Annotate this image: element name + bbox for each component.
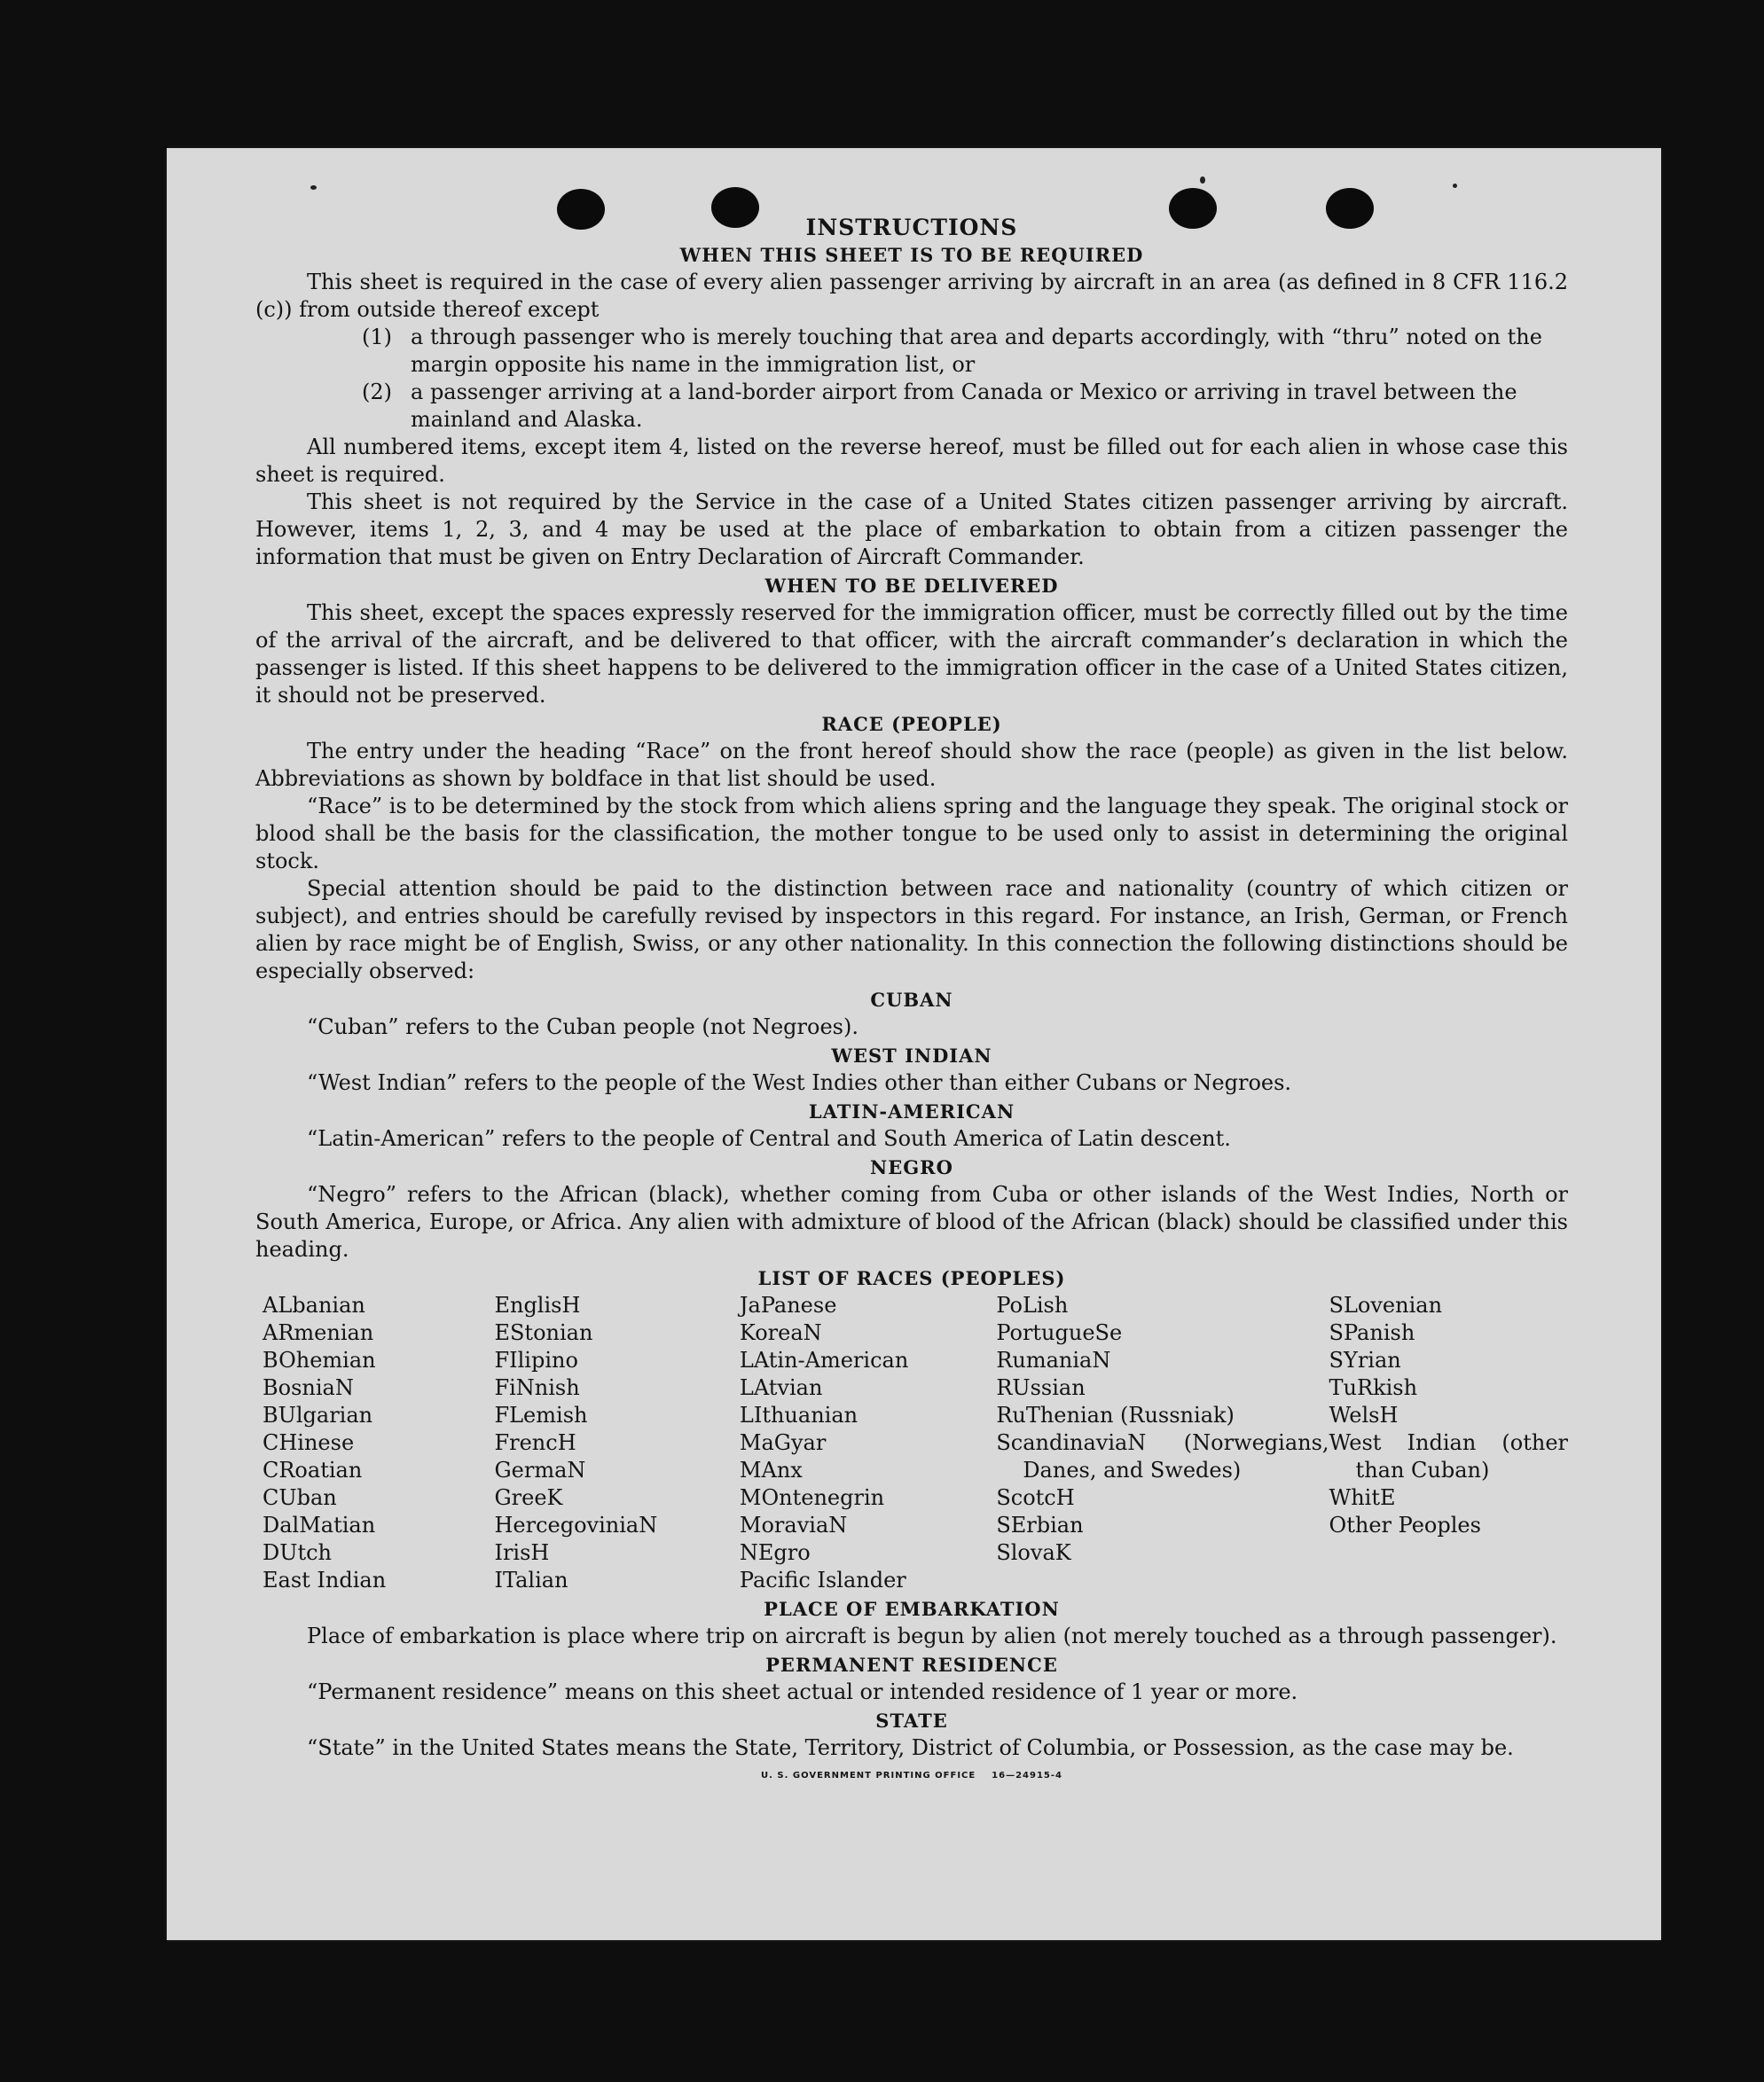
ink-speck (310, 185, 317, 190)
race-entry: ScotcH (996, 1485, 1075, 1510)
race-entry: ScandinaviaN (Norwegians, Danes, and Swedes) (996, 1430, 1329, 1483)
instructions-content (255, 215, 1568, 1781)
race-paragraph-1: The entry under the heading “Race” on the front hereof should show the race (people) as given in the list below. Abbreviations as shown by boldface in that list should be used. (255, 739, 1568, 791)
race-entry: PoLish (996, 1293, 1069, 1318)
west-indian-text: “West Indian” refers to the people of the West Indies other than either Cubans or Negroes. (307, 1070, 1292, 1095)
race-entry: LAtvian (739, 1375, 823, 1400)
race-entry: West Indian (other than Cuban) (1329, 1430, 1568, 1483)
section-heading-cuban: CUBAN (870, 989, 953, 1011)
page-title: INSTRUCTIONS (805, 215, 1018, 240)
race-entry: CUban (263, 1485, 337, 1510)
delivered-text: This sheet, except the spaces expressly reserved for the immigration officer, must be correctly filled out by the time of the arrival of the aircraft, and be delivered to that officer, with the aircraft commander’s declaration in which the passenger is listed. If this sheet happens to be delivered to the immigration officer in the case of a United States citizen, it should not be preserved. (255, 600, 1568, 708)
race-entry: SPanish (1329, 1320, 1415, 1345)
race-entry: FiNnish (494, 1375, 580, 1400)
required-paragraph-2: All numbered items, except item 4, listed on the reverse hereof, must be filled out for each alien in whose case this sheet is required. (255, 434, 1568, 487)
races-column (996, 1292, 1329, 1594)
race-entry: WhitE (1329, 1485, 1396, 1510)
race-entry: DUtch (263, 1540, 333, 1565)
section-heading-state: STATE (875, 1710, 948, 1732)
race-entry: MaGyar (739, 1430, 827, 1455)
item-number: (2) (362, 380, 392, 404)
section-heading-embarkation: PLACE OF EMBARKATION (764, 1598, 1060, 1620)
race-entry: NEgro (739, 1540, 811, 1565)
list-item (362, 379, 1568, 434)
race-entry: WelsH (1329, 1403, 1399, 1428)
race-entry: RUssian (996, 1375, 1086, 1400)
embarkation-text: Place of embarkation is place where trip on aircraft is begun by alien (not merely touched as a through passenger). (307, 1624, 1557, 1648)
race-entry: SErbian (996, 1513, 1084, 1538)
race-entry: MoraviaN (739, 1513, 848, 1538)
races-list (263, 1292, 1568, 1594)
race-entry: IrisH (494, 1540, 550, 1565)
race-entry: CRoatian (263, 1458, 363, 1483)
race-entry: GreeK (494, 1485, 563, 1510)
race-entry: SlovaK (996, 1540, 1071, 1565)
races-column (494, 1292, 739, 1594)
cuban-text: “Cuban” refers to the Cuban people (not Negroes). (307, 1014, 858, 1039)
races-column (1329, 1292, 1568, 1594)
race-entry: RumaniaN (996, 1348, 1111, 1373)
printer-imprint: U. S. GOVERNMENT PRINTING OFFICE 16—24915-4 (761, 1771, 1062, 1781)
race-entry: RuThenian (Russniak) (996, 1403, 1235, 1428)
race-paragraph-2: “Race” is to be determined by the stock from which aliens spring and the language they speak. The original stock or blood shall be the basis for the classification, the mother tongue to be used only to assist in determining the original stock. (255, 794, 1568, 873)
section-heading-race: RACE (PEOPLE) (821, 713, 1002, 735)
negro-text: “Negro” refers to the African (black), whether coming from Cuba or other islands of the West Indies, North or South America, Europe, or Africa. Any alien with admixture of blood of the African (black) should be classified under this heading. (255, 1182, 1568, 1262)
race-entry: PortugueSe (996, 1320, 1123, 1345)
section-heading-delivered: WHEN TO BE DELIVERED (764, 575, 1059, 597)
required-paragraph-3: This sheet is not required by the Service in the case of a United States citizen passenger arriving by aircraft. However, items 1, 2, 3, and 4 may be used at the place of embarkation to obtain from a citizen passenger the information that must be given on Entry Declaration of Aircraft Commander. (255, 489, 1568, 569)
list-item (362, 324, 1568, 379)
race-entry: FLemish (494, 1403, 588, 1428)
race-entry: LIthuanian (739, 1403, 858, 1428)
section-heading-west-indian: WEST INDIAN (831, 1045, 992, 1067)
race-entry: EnglisH (494, 1293, 581, 1318)
race-entry: MOntenegrin (739, 1485, 885, 1510)
race-entry: DalMatian (263, 1513, 376, 1538)
race-paragraph-3: Special attention should be paid to the distinction between race and nationality (country of which citizen or subject), and entries should be carefully revised by inspectors in this regard. For instance, an Irish, German, or French alien by race might be of English, Swiss, or any other nationality. In this connection the following distinctions should be especially observed: (255, 876, 1568, 983)
race-entry: KoreaN (739, 1320, 822, 1345)
races-column (263, 1292, 494, 1594)
latin-american-text: “Latin-American” refers to the people of Central and South America of Latin descent. (307, 1126, 1231, 1151)
race-entry: LAtin-American (739, 1348, 909, 1373)
race-entry: Other Peoples (1329, 1513, 1481, 1538)
race-entry: FIlipino (494, 1348, 578, 1373)
ink-speck (1453, 184, 1457, 188)
race-entry: MAnx (739, 1458, 803, 1483)
race-entry: ITalian (494, 1568, 568, 1593)
state-text: “State” in the United States means the State, Territory, District of Columbia, or Possession, as the case may be. (307, 1735, 1514, 1760)
race-entry: FrencH (494, 1430, 576, 1455)
race-entry: CHinese (263, 1430, 355, 1455)
section-heading-residence: PERMANENT RESIDENCE (765, 1654, 1058, 1676)
race-entry: East Indian (263, 1568, 387, 1593)
race-entry: TuRkish (1329, 1375, 1418, 1400)
item-text: a passenger arriving at a land-border airport from Canada or Mexico or arriving in travel between the mainland and Alaska. (411, 380, 1517, 432)
section-heading-list-of-races: LIST OF RACES (PEOPLES) (757, 1267, 1066, 1289)
item-number: (1) (362, 325, 392, 349)
race-entry: EStonian (494, 1320, 593, 1345)
race-entry: SLovenian (1329, 1293, 1443, 1318)
section-heading-latin-american: LATIN-AMERICAN (808, 1100, 1015, 1123)
section-heading-required: WHEN THIS SHEET IS TO BE REQUIRED (679, 244, 1144, 266)
race-entry: Pacific Islander (739, 1568, 906, 1593)
race-entry: HercegoviniaN (494, 1513, 658, 1538)
race-entry: BOhemian (263, 1348, 376, 1373)
races-column (740, 1292, 996, 1594)
item-text: a through passenger who is merely touching that area and departs accordingly, with “thru” noted on the margin opposite his name in the immigration list, or (411, 325, 1542, 377)
race-entry: BUlgarian (263, 1403, 373, 1428)
race-entry: ARmenian (263, 1320, 374, 1345)
race-entry: JaPanese (739, 1293, 837, 1318)
required-intro: This sheet is required in the case of every alien passenger arriving by aircraft in an area (as defined in 8 CFR 116.2 (c)) from outside thereof except (255, 270, 1568, 322)
ink-speck (1200, 176, 1205, 184)
race-entry: GermaN (494, 1458, 586, 1483)
race-entry: SYrian (1329, 1348, 1401, 1373)
race-entry: ALbanian (263, 1293, 365, 1318)
section-heading-negro: NEGRO (870, 1156, 953, 1178)
residence-text: “Permanent residence” means on this sheet actual or intended residence of 1 year or more. (307, 1679, 1298, 1704)
document-sheet (167, 148, 1661, 1940)
race-entry: BosniaN (263, 1375, 354, 1400)
